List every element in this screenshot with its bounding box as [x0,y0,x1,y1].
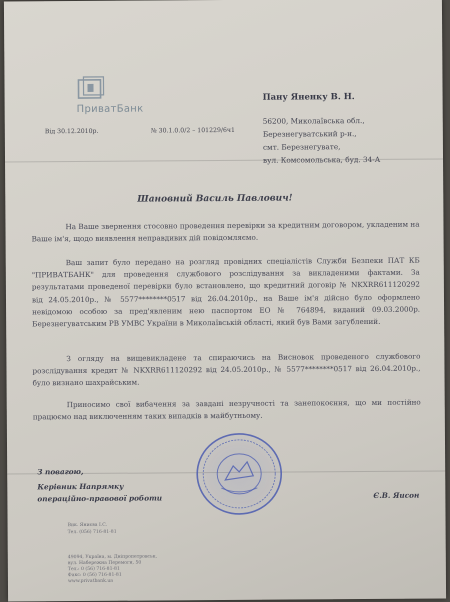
footer-line: 49094, Україна, м. Дніпропетровськ, [67,554,157,561]
signer-name: Є.В. Яисон [373,490,420,500]
official-stamp-icon [195,432,284,517]
letter-date: Від 30.12.2010р. [44,127,99,136]
footer-line: www.privatbank.ua [67,578,114,585]
addressee-line: вул. Комсомольська, буд. 34-А [262,154,381,165]
paragraph: З огляду на вищевикладене та спираючись на Висновок проведеного службового розслідування кредит № NKXRR611120292 від 24.05.2010р., № 5577********0517 від 26.04.2010р., було визнано шахрайським. [32,351,421,388]
letter-sheet [4,0,446,602]
addressee-line: 56200, Миколаївська обл., [262,116,365,126]
footer-line: Тел.: 0 (56) 716-81-81 [67,566,120,573]
executor-line: Вик. Яниєва І.С. [67,522,108,529]
logo-text: ПриватБанк [76,103,144,116]
paragraph: Приносимо свої вибачення за завдані незручності та занепокоєння, що ми постійно працюємо над виключенням таких випадків в майбутньому. [32,397,421,422]
greeting: Шановний Василь Павлович! [137,193,293,205]
paragraph: Ваш запит було передано на розгляд провідних спеціалістів Служби Безпеки ПАТ КБ "ПРИВАТБАНК" для проведення службового розслідування за викладеними фактами. За результатами проведеної перевірки було встановлено, що кредитний договір № NKXRR611120292 від 24.05.2010р., № 5577********0517 від 26.04.2010р., на Ваше ім'я дійсно було оформлено невідомою особою за пред'явленим нею паспортом ЕО № 764894, виданий 09.03.2000р. Березнегуватським РВ УМВС України в Миколаївській області, який був Вами загублений. [31,255,421,329]
addressee-line: смт. Березнегувате, [262,142,341,152]
addressee-name: Пану Яненку В. Н. [262,92,355,103]
signature-role: Керівник Напрямку [37,481,124,492]
privatbank-logo-icon [76,76,106,102]
footer-line: вул. Набережна Перемоги, 50 [67,560,142,567]
footer-line: Факс: 0 (56) 716-81-81 [67,572,122,579]
addressee-line: Березнегуватський р-н., [262,129,357,139]
signature-role: операційно-правової роботи [37,493,163,504]
letter-number: № 30.1.0.0/2 – 101229/6ч1 [150,126,235,135]
executor-line: Тел. (056) 716-81-81 [67,529,117,536]
signature-respect: З повагою, [37,466,84,477]
paragraph: На Ваше звернення стосовно проведення перевірки за кредитним договором, укладеним на Ваше ім'я, щодо виявлення неправдивих дій повідомляємо. [31,219,420,244]
